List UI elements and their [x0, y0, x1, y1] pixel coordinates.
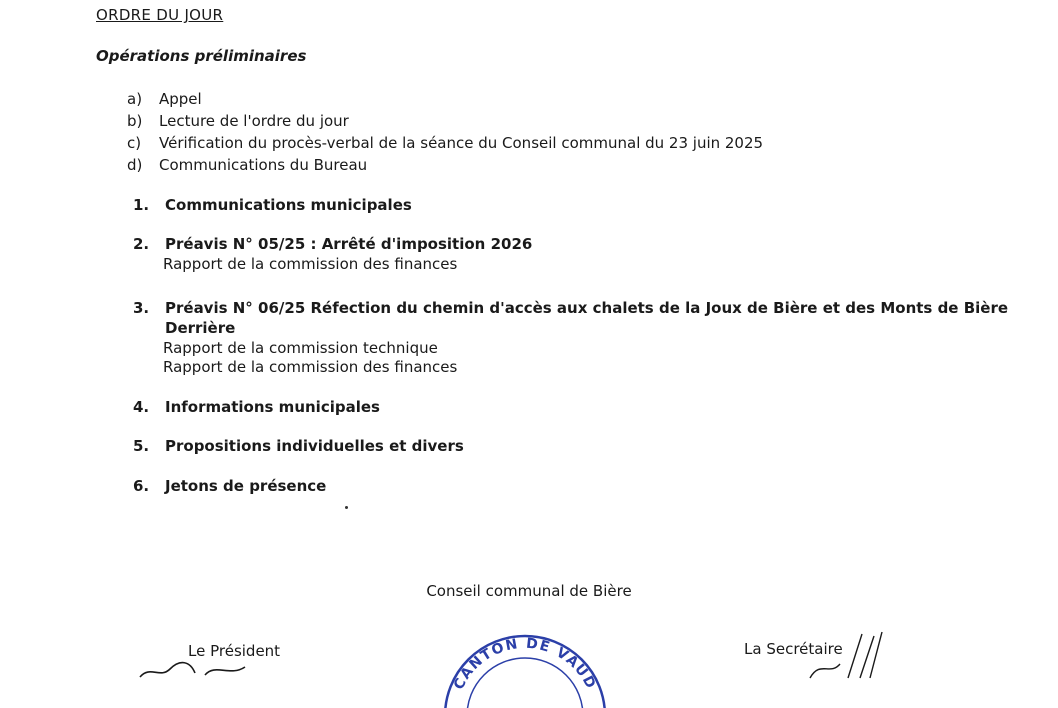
item-number: 3.	[133, 299, 150, 317]
president-label: Le Président	[188, 642, 281, 660]
item-title: Propositions individuelles et divers	[165, 437, 464, 455]
item-text: Communications du Bureau	[159, 156, 368, 174]
preliminary-item	[127, 134, 763, 152]
item-subline: Rapport de la commission des finances	[163, 358, 458, 376]
president-signature	[135, 655, 275, 680]
stamp-text: CANTON DE VAUD	[450, 635, 600, 693]
agenda-heading: ORDRE DU JOUR	[96, 6, 224, 24]
item-mark: c)	[127, 134, 142, 152]
item-number: 5.	[133, 437, 150, 455]
item-title: Informations municipales	[165, 398, 380, 416]
item-number: 4.	[133, 398, 150, 416]
item-subline: Rapport de la commission des finances	[163, 255, 458, 273]
item-title: Jetons de présence	[165, 477, 327, 495]
item-number: 6.	[133, 477, 150, 495]
item-text: Lecture de l'ordre du jour	[159, 112, 349, 130]
item-mark: a)	[127, 90, 143, 108]
preliminary-item	[127, 156, 367, 174]
official-stamp	[435, 628, 615, 708]
item-title-continued: Derrière	[165, 319, 236, 337]
section-title: Opérations préliminaires	[96, 47, 307, 65]
item-text: Appel	[159, 90, 202, 108]
item-title: Préavis N° 06/25 Réfection du chemin d'accès aux chalets de la Joux de Bière et des Monts de Bière	[165, 299, 1009, 317]
secretary-signature	[800, 630, 890, 680]
item-title: Communications municipales	[165, 196, 412, 214]
footer-council: Conseil communal de Bière	[426, 582, 632, 600]
preliminary-item	[127, 90, 202, 108]
item-mark: b)	[127, 112, 143, 130]
item-number: 1.	[133, 196, 150, 214]
item-number: 2.	[133, 235, 150, 253]
secretary-label: La Secrétaire	[744, 640, 843, 658]
preliminary-item	[127, 112, 349, 130]
stray-dot	[345, 506, 348, 509]
item-mark: d)	[127, 156, 143, 174]
item-subline: Rapport de la commission technique	[163, 339, 438, 357]
item-text: Vérification du procès-verbal de la séance du Conseil communal du 23 juin 2025	[159, 134, 764, 152]
item-title: Préavis N° 05/25 : Arrêté d'imposition 2026	[165, 235, 533, 253]
